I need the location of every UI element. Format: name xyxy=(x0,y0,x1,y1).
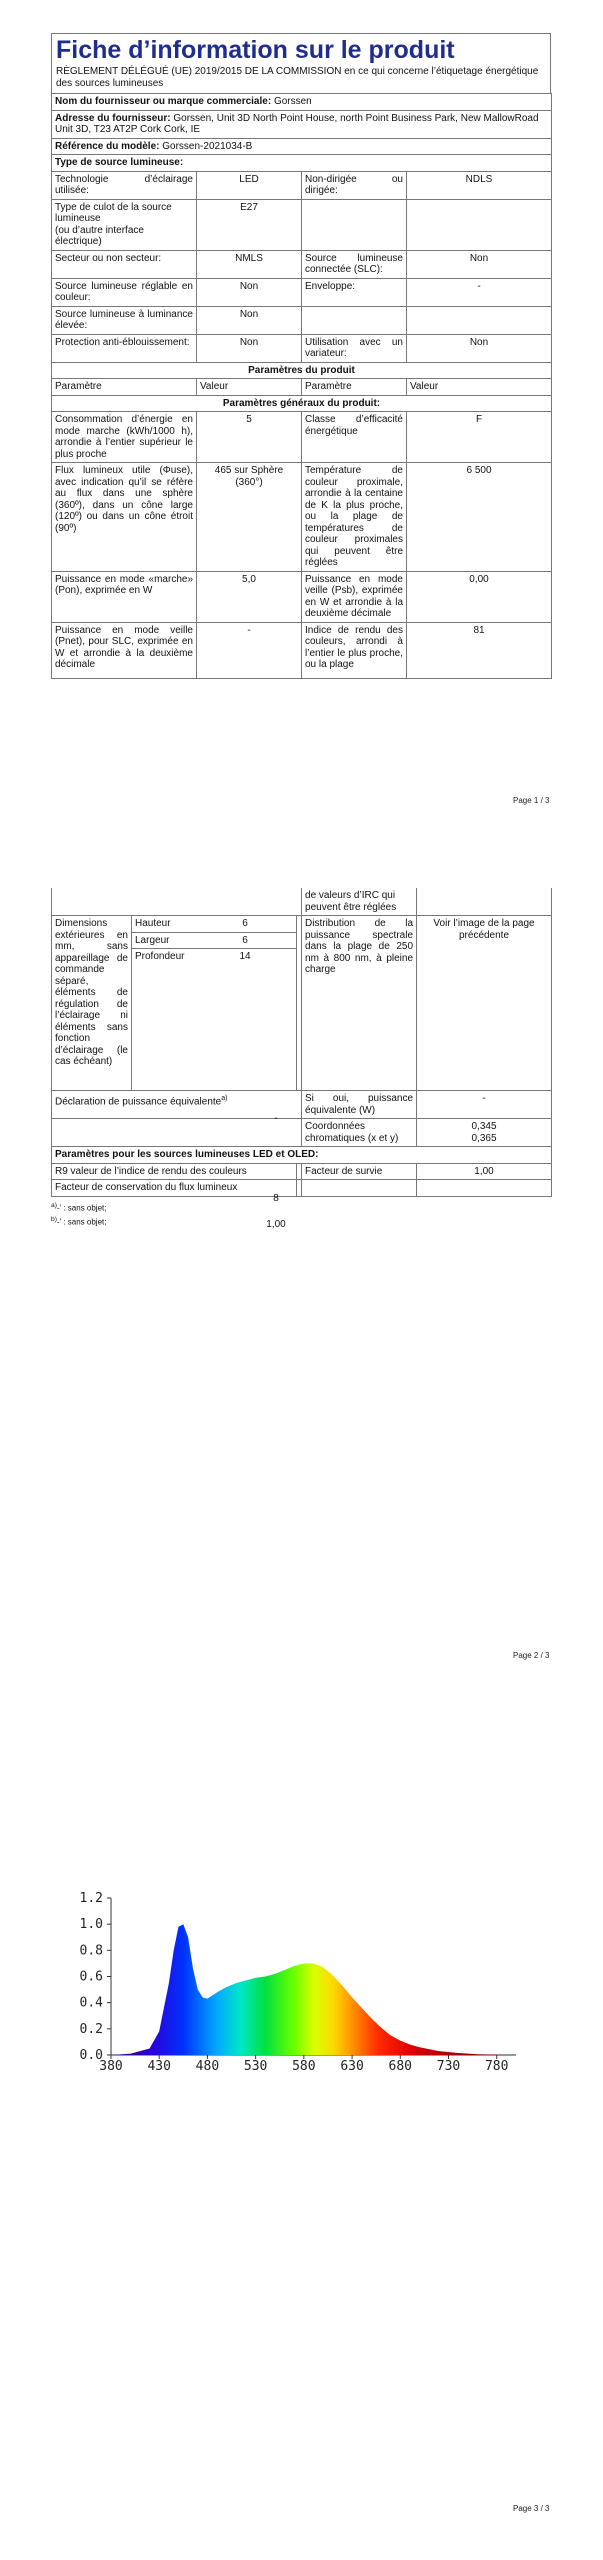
r9-value: 8 xyxy=(273,1193,279,1204)
column-header: Paramètre xyxy=(52,379,197,396)
row-label: Utilisation avec un variateur: xyxy=(302,334,407,362)
dimension-name-label: Largeur xyxy=(135,934,170,946)
supplier-name-label: Nom du fournisseur ou marque commerciale: xyxy=(55,96,272,107)
row-value: Non xyxy=(197,278,302,306)
row-label: Non-dirigée ou dirigée: xyxy=(302,171,407,199)
product-info-table xyxy=(51,93,552,679)
footnote-text: -' : sans objet; xyxy=(56,1203,107,1213)
row-value: Non xyxy=(197,306,302,334)
footnote-b xyxy=(51,1214,551,1229)
model-label: Référence du modèle: xyxy=(55,140,160,152)
equivalent-power-w-value: - xyxy=(417,1091,552,1119)
row-value: NDLS xyxy=(407,171,552,199)
survival-value: 1,00 xyxy=(417,1163,552,1180)
row-label: Secteur ou non secteur: xyxy=(52,250,197,278)
led-params-heading: Paramètres pour les sources lumineuses LED et OLED: xyxy=(52,1147,552,1164)
row-value: 81 xyxy=(407,622,552,678)
row-value: Non xyxy=(407,250,552,278)
equivalent-power-value: - xyxy=(274,1113,278,1124)
dimension-name-label: Hauteur xyxy=(135,918,171,929)
r9-label: R9 valeur de l’indice de rendu des couleurs xyxy=(52,1163,297,1180)
table-row xyxy=(52,171,552,199)
row-label: Indice de rendu des couleurs, arrondi à l’entier le plus proche, ou la plage xyxy=(302,622,407,678)
supplier-address-row xyxy=(52,110,552,138)
product-params-heading-row xyxy=(52,362,552,379)
model-row xyxy=(52,138,552,155)
survival-label: Facteur de survie xyxy=(302,1163,417,1180)
row-label: Consommation d’énergie en mode marche (kWh/1000 h), arrondie à l’entier supérieur le plus proche xyxy=(52,412,197,463)
row-label: de valeurs d’IRC qui peuvent être réglées xyxy=(302,888,417,916)
table-row xyxy=(52,334,552,362)
led-params-heading-row xyxy=(52,1147,552,1164)
dimension-name-label: Profondeur xyxy=(135,951,185,962)
spectrum-area xyxy=(111,1924,516,2055)
chromaticity-label: Coordonnées chromatiques (x et y) xyxy=(302,1119,417,1147)
table-row xyxy=(52,888,552,916)
source-type-heading: Type de source lumineuse: xyxy=(52,155,552,172)
row-label: Technologie d’éclairage utilisée: xyxy=(52,171,197,199)
spectral-value: Voir l’image de la page précédente xyxy=(417,916,552,1091)
footnote-a xyxy=(51,1200,551,1215)
supplier-name-row xyxy=(52,94,552,111)
dimensions-label: Dimensions extérieures en mm, sans appareillage de commande séparé, éléments de régulation de l’éclairage ni éléments sans fonction d’éclairage (le cas échéant) xyxy=(52,916,132,1091)
row-label: Puissance en mode «marche» (Pon), exprimée en W xyxy=(52,571,197,622)
row-label: Type de culot de la source lumineuse (ou d’autre interface électrique) xyxy=(52,199,197,250)
flux-maintenance-value: 1,00 xyxy=(266,1219,286,1230)
column-header: Valeur xyxy=(197,379,302,396)
row-label xyxy=(302,306,407,334)
y-tick-label: 0.2 xyxy=(79,2021,103,2037)
row-label: Puissance en mode veille (Pnet), pour SLC, exprimée en W et arrondie à la deuxième décimale xyxy=(52,622,197,678)
row-value: F xyxy=(407,412,552,463)
supplier-address-value: Gorssen, Unit 3D North Point House, north Point Business Park, New MallowRoad Unit 3D, T23 AT2P Cork Cork, IE xyxy=(55,112,539,135)
row-label: Flux lumineux utile (Φuse), avec indication qu’il se réfère au flux dans une sphère (360º), dans un cône large (120º) ou dans un cône étroit (90º) xyxy=(52,463,197,572)
y-tick-label: 0.4 xyxy=(79,1995,103,2011)
page-number: Page 1 / 3 xyxy=(513,796,550,805)
row-value: E27 xyxy=(197,199,302,250)
table-row xyxy=(52,278,552,306)
dimension-value: 6 xyxy=(242,934,248,946)
row-value: Non xyxy=(407,334,552,362)
row-value xyxy=(407,306,552,334)
equivalent-power-row xyxy=(52,1091,552,1119)
row-value: NMLS xyxy=(197,250,302,278)
row-value: Non xyxy=(197,334,302,362)
page-2-document xyxy=(51,888,551,1229)
row-label: Source lumineuse réglable en couleur: xyxy=(52,278,197,306)
table-row xyxy=(52,306,552,334)
page-number: Page 2 / 3 xyxy=(513,1651,550,1660)
table-row xyxy=(52,571,552,622)
chromaticity-y: 0,365 xyxy=(471,1132,497,1144)
table-row xyxy=(52,622,552,678)
row-label: Enveloppe: xyxy=(302,278,407,306)
y-tick-label: 0.6 xyxy=(79,1969,103,1985)
column-header: Valeur xyxy=(407,379,552,396)
footnote-ref: a) xyxy=(221,1095,228,1102)
page-1-document xyxy=(51,33,551,679)
y-tick-label: 1.2 xyxy=(79,1891,103,1906)
row-label xyxy=(302,199,407,250)
row-value: - xyxy=(407,278,552,306)
x-tick-label: 730 xyxy=(436,2059,461,2070)
footnote-marker: a) xyxy=(51,1201,57,1209)
dimension-name xyxy=(132,916,297,933)
row-value: 465 sur Sphère (360°) xyxy=(197,463,302,572)
supplier-address-label: Adresse du fournisseur: xyxy=(55,112,171,124)
row-value: 5 xyxy=(197,412,302,463)
table-row xyxy=(52,250,552,278)
source-type-heading-row xyxy=(52,155,552,172)
title-block xyxy=(51,33,551,93)
spectral-label: Distribution de la puissance spectrale dans la plage de 250 nm à 800 nm, à pleine charge xyxy=(302,916,417,1091)
x-tick-label: 680 xyxy=(388,2059,413,2070)
x-tick-label: 580 xyxy=(292,2059,316,2070)
product-params-heading: Paramètres du produit xyxy=(52,362,552,379)
column-header: Paramètre xyxy=(302,379,407,396)
row-label: Source lumineuse à luminance élevée: xyxy=(52,306,197,334)
supplier-name-value: Gorssen xyxy=(273,96,312,107)
model-value: Gorssen-2021034-B xyxy=(162,140,253,152)
row-value: - xyxy=(197,622,302,678)
row-value: LED xyxy=(197,171,302,199)
y-tick-label: 0.0 xyxy=(79,2048,103,2063)
table-row xyxy=(52,1180,552,1197)
flux-maintenance-label: Facteur de conservation du flux lumineux xyxy=(52,1180,297,1197)
footnote-marker: b) xyxy=(51,1216,57,1224)
product-info-table-continued xyxy=(51,888,552,1197)
x-tick-label: 430 xyxy=(147,2059,171,2070)
x-tick-label: 480 xyxy=(195,2059,220,2070)
dimension-value: 14 xyxy=(239,951,251,962)
table-row xyxy=(52,199,552,250)
row-value: 6 500 xyxy=(407,463,552,572)
x-tick-label: 530 xyxy=(243,2059,268,2070)
table-row xyxy=(52,463,552,572)
footnote-text: -' : sans objet; xyxy=(56,1217,107,1227)
spectral-distribution-chart xyxy=(51,1890,531,2070)
equivalent-power-label: Déclaration de puissance équivalente xyxy=(55,1096,222,1108)
y-tick-label: 1.0 xyxy=(79,1917,103,1933)
x-tick-label: 380 xyxy=(99,2059,123,2070)
y-tick-label: 0.8 xyxy=(79,1943,103,1959)
general-params-heading-row xyxy=(52,395,552,412)
dimension-value: 6 xyxy=(242,918,248,929)
row-label: Température de couleur proximale, arrondie à la centaine de K la plus proche, ou la plage de températures de couleur proximales qui peuvent être réglées xyxy=(302,463,407,572)
chromaticity-x: 0,345 xyxy=(471,1121,497,1132)
regulation-subtitle: RÈGLEMENT DÉLÉGUÉ (UE) 2019/2015 DE LA COMMISSION en ce qui concerne l’étiquetage énergétique des sources lumineuses xyxy=(56,66,539,89)
row-label: Protection anti-éblouissement: xyxy=(52,334,197,362)
row-value xyxy=(407,199,552,250)
page-title: Fiche d’information sur le produit xyxy=(56,36,455,64)
x-tick-label: 780 xyxy=(484,2059,509,2070)
page-number: Page 3 / 3 xyxy=(513,2504,550,2513)
column-header-row xyxy=(52,379,552,396)
table-row xyxy=(52,412,552,463)
row-label: Classe d’efficacité énergétique xyxy=(302,412,407,463)
table-row xyxy=(52,1163,552,1180)
row-label: Puissance en mode veille (Psb), exprimée en W et arrondie à la deuxième décimale xyxy=(302,571,407,622)
general-params-heading: Paramètres généraux du produit: xyxy=(52,395,552,412)
chromaticity-row xyxy=(52,1119,552,1147)
row-value: 5,0 xyxy=(197,571,302,622)
dimensions-row xyxy=(52,916,552,933)
row-value: 0,00 xyxy=(407,571,552,622)
equivalent-power-w-label: Si oui, puissance équivalente (W) xyxy=(302,1091,417,1119)
x-tick-label: 630 xyxy=(340,2059,364,2070)
row-label: Source lumineuse connectée (SLC): xyxy=(302,250,407,278)
